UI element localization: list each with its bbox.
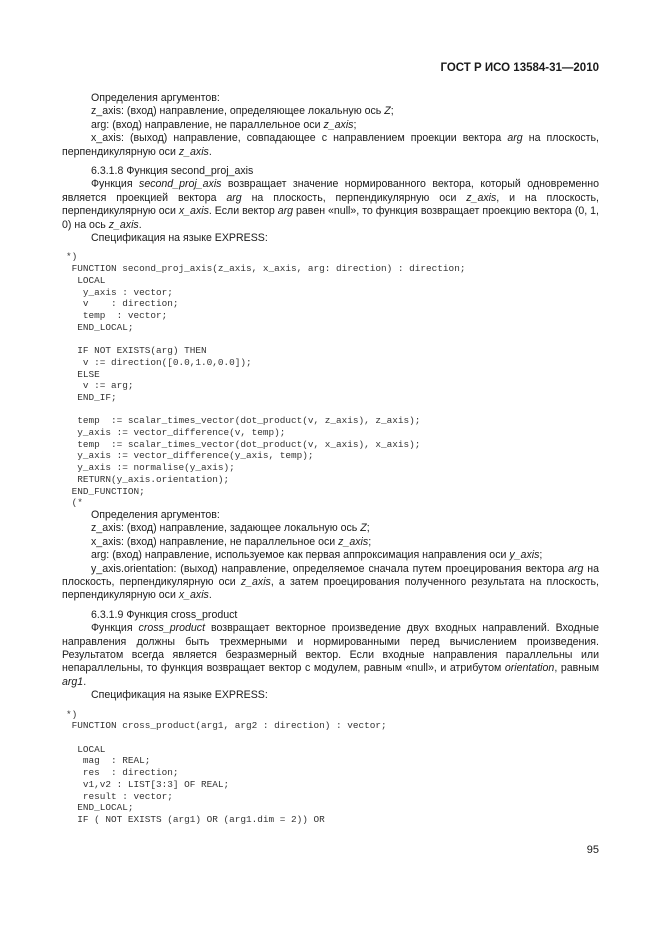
def-arg-1: arg: (вход) направление, не параллельное оси z_axis;: [91, 118, 357, 131]
defs-title-1: Определения аргументов:: [91, 92, 220, 104]
section-heading-second-proj-axis: 6.3.1.8 Функция second_proj_axis: [91, 165, 254, 178]
section-heading-cross-product: 6.3.1.9 Функция cross_product: [91, 608, 238, 621]
express-code-second-proj-axis: *) FUNCTION second_proj_axis(z_axis, x_axis, arg: direction) : direction; LOCAL y_axis : vector; v : direction; temp : vector; END_LOCAL; IF NOT EXISTS(arg) THEN v := direction([0.0,1.0,0.0]); ELSE v := arg; END_IF; temp := scalar_times_vector(dot_product(v, z_axis), z_axis); y_axis := vector_difference(v, temp); temp := scalar_times_vector(dot_product(v, x_axis), x_axis); y_axis := vector_difference(y_axis, temp); y_axis := normalise(y_axis); RETURN(y_axis.orientation); END_FUNCTION; (*: [66, 251, 466, 509]
section-description-second-proj-axis: Функция second_proj_axis возвращает значение нормированного вектора, который одновременно является проекцией вектора arg на плоскость, перпендикулярную оси z_axis, и на плоскость, перпендикулярную оси x_axis. Если вектор arg равен «null», то функция возвращает проекцию вектора (0, 1, 0) на ось z_axis.: [62, 178, 599, 231]
spec-label-1: Спецификация на языке EXPRESS:: [91, 232, 268, 245]
def-x-axis-1: x_axis: (выход) направление, совпадающее с направлением проекции вектора arg на плоскость, перпендикулярную оси z_axis.: [62, 132, 599, 158]
page-number: 95: [586, 844, 599, 856]
def-z-axis-2: z_axis: (вход) направление, задающее локальную ось Z;: [91, 522, 370, 535]
def-x-axis-2: x_axis: (вход) направление, не параллельное оси z_axis;: [91, 535, 372, 548]
express-code-cross-product: *) FUNCTION cross_product(arg1, arg2 : direction) : vector; LOCAL mag : REAL; res : direction; v1,v2 : LIST[3:3] OF REAL; result : vector; END_LOCAL; IF ( NOT EXISTS (arg1) OR (arg1.dim = 2)) OR: [66, 708, 387, 825]
document-header: ГОСТ Р ИСО 13584-31—2010: [440, 62, 599, 74]
defs-title-2: Определения аргументов:: [91, 508, 220, 521]
def-z-axis-1: z_axis: (вход) направление, определяющее локальную ось Z;: [91, 105, 394, 118]
section-description-cross-product: Функция cross_product возвращает векторное произведение двух входных направлений. Входные направления должны быть трехмерными и нормированными перед вычислением произведения. Результатом всегда является безразмерный вектор. Если входные направления параллельны или непараллельны, то функция возвращает вектор с модулем, равным «null», и атрибутом orientation, равным arg1.: [62, 622, 600, 688]
spec-label-2: Спецификация на языке EXPRESS:: [91, 689, 268, 702]
def-y-axis-orientation: y_axis.orientation: (выход) направление, определяемое сначала путем проецирования вектора arg на плоскость, перпендикулярную оси z_axis, а затем проецирования полученного результата на плоскость, перпендикулярную оси x_axis.: [62, 562, 600, 602]
def-arg-2: arg: (вход) направление, используемое как первая аппроксимация направления оси y_axis;: [91, 549, 543, 562]
page-content: [62, 92, 599, 826]
